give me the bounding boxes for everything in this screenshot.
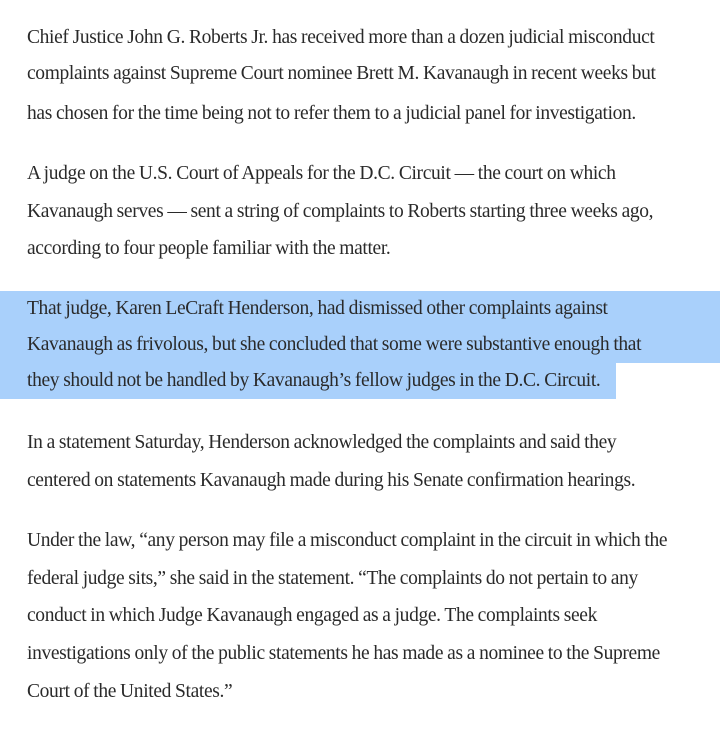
paragraph-line: In a statement Saturday, Henderson acknowledged the complaints and said they bbox=[27, 432, 617, 453]
paragraph-line: investigations only of the public statements he has made as a nominee to the Supreme bbox=[27, 643, 660, 664]
highlighted-line: That judge, Karen LeCraft Henderson, had dismissed other complaints against bbox=[0, 291, 720, 327]
paragraph-line: Chief Justice John G. Roberts Jr. has received more than a dozen judicial misconduct bbox=[27, 27, 655, 48]
paragraph-line: has chosen for the time being not to refer them to a judicial panel for investigation. bbox=[27, 103, 636, 124]
paragraph-line: Under the law, “any person may file a misconduct complaint in the circuit in which the bbox=[27, 530, 668, 551]
paragraph-line: conduct in which Judge Kavanaugh engaged as a judge. The complaints seek bbox=[27, 605, 598, 626]
paragraph-line: Court of the United States.” bbox=[27, 681, 233, 702]
highlighted-line: they should not be handled by Kavanaugh’s fellow judges in the D.C. Circuit. bbox=[0, 363, 616, 399]
paragraph-line: complaints against Supreme Court nominee Brett M. Kavanaugh in recent weeks but bbox=[27, 63, 656, 84]
paragraph-line: centered on statements Kavanaugh made during his Senate confirmation hearings. bbox=[27, 470, 636, 491]
paragraph-line: according to four people familiar with the matter. bbox=[27, 238, 391, 259]
paragraph-line: Kavanaugh serves — sent a string of complaints to Roberts starting three weeks ago, bbox=[27, 201, 654, 222]
paragraph-line: A judge on the U.S. Court of Appeals for the D.C. Circuit — the court on which bbox=[27, 163, 616, 184]
paragraph-line: federal judge sits,” she said in the statement. “The complaints do not pertain to any bbox=[27, 568, 638, 589]
highlighted-line: Kavanaugh as frivolous, but she concluded that some were substantive enough that bbox=[0, 327, 720, 363]
